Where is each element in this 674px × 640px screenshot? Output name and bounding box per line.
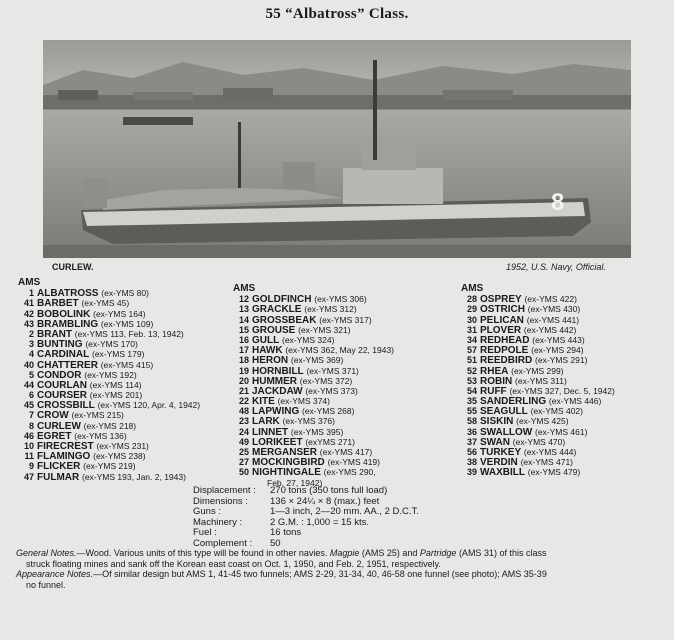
former-designation: (ex-YMS 374) xyxy=(277,396,330,407)
former-designation: (ex-YMS 192) xyxy=(84,369,137,380)
former-designation: (ex-YMS 446) xyxy=(548,396,602,407)
appearance-notes-line2: no funnel. xyxy=(26,579,66,590)
ship-name: LAPWING xyxy=(252,406,300,418)
ship-name: REDPOLE xyxy=(480,345,529,357)
ship-row xyxy=(18,309,200,319)
ship-name: COURLAN xyxy=(37,379,87,391)
ship-name: LARK xyxy=(252,416,280,428)
hull-number: 8 xyxy=(551,189,565,216)
column-header: AMS xyxy=(461,283,484,294)
hull-number: 34 xyxy=(466,334,477,345)
ship-name: FLAMINGO xyxy=(37,451,91,463)
ship-row xyxy=(461,345,615,355)
former-designation: (ex-YMS 373) xyxy=(305,385,358,396)
column-header: AMS xyxy=(233,283,256,294)
ship-row xyxy=(233,467,394,477)
former-designation: (ex-YMS 179) xyxy=(92,349,145,360)
notes xyxy=(16,548,658,590)
ship-row xyxy=(233,396,394,406)
former-designation: (ex-YMS 371) xyxy=(306,365,359,376)
ship-name: LINNET xyxy=(252,426,289,438)
spec-row: Fuel : 16 tons xyxy=(193,527,302,539)
ship-name: SEAGULL xyxy=(480,406,528,418)
hull-number: 54 xyxy=(466,385,477,396)
hull-number: 3 xyxy=(28,339,34,350)
ship-name: ROBIN xyxy=(480,375,513,387)
former-designation: (ex-YMS 109) xyxy=(100,318,154,329)
ship-name: COURSER xyxy=(37,390,88,402)
former-designation: (ex-YMS 369) xyxy=(290,355,344,366)
hull-number: 13 xyxy=(238,304,249,315)
former-designation: (ex-YMS 419) xyxy=(327,457,380,468)
hull-number: 11 xyxy=(24,451,34,462)
ship-row xyxy=(461,467,615,477)
ship-name: EGRET xyxy=(37,430,72,442)
ship-name: PELICAN xyxy=(480,314,524,326)
ship-name: CROSSBILL xyxy=(37,400,95,412)
hull-number: 56 xyxy=(466,447,477,458)
hull-number: 15 xyxy=(238,324,249,335)
ship-name: CONDOR xyxy=(37,369,82,381)
ship-row xyxy=(461,376,615,386)
ship-row xyxy=(18,472,200,482)
hull-number: 4 xyxy=(28,349,34,360)
former-designation: (ex-YMS 299) xyxy=(511,365,564,376)
hull-number: 53 xyxy=(466,375,477,386)
ship-row xyxy=(18,319,200,329)
former-designation: (ex-YMS 470) xyxy=(512,436,566,447)
ship-row xyxy=(461,457,615,467)
former-designation: (ex-YMS 219) xyxy=(83,461,136,472)
former-designation: (ex-YMS 80) xyxy=(101,288,149,299)
hull-number: 22 xyxy=(238,396,249,407)
former-designation: (ex-YMS 312) xyxy=(304,304,357,315)
ship-row xyxy=(461,335,615,345)
hull-number: 37 xyxy=(466,436,477,447)
ship-row xyxy=(18,380,200,390)
ship-name: SWAN xyxy=(480,436,510,448)
hull-number: 44 xyxy=(23,379,34,390)
former-designation: (ex-YMS 471) xyxy=(520,457,574,468)
ship-name: RUFF xyxy=(480,385,507,397)
ship-row xyxy=(461,396,615,406)
hull-number: 12 xyxy=(238,294,249,305)
ship-name: ALBATROSS xyxy=(37,288,99,300)
ship-row xyxy=(18,421,200,431)
ship-name: GOLDFINCH xyxy=(252,294,312,306)
ship-name: BARBET xyxy=(37,298,79,310)
hull-number: 52 xyxy=(466,365,477,376)
ship-row xyxy=(18,390,200,400)
ship-row xyxy=(18,431,200,441)
hull-number: 41 xyxy=(23,298,34,309)
hull-number: 24 xyxy=(238,426,249,437)
general-notes-line2: struck floating mines and sank off the Korean east coast on Oct. 1, 1950, and Feb. 2, 1951, respectively. xyxy=(26,558,441,569)
hull-number: 19 xyxy=(238,365,249,376)
hull-number: 10 xyxy=(23,441,34,452)
ship-row xyxy=(461,355,615,365)
former-designation: (ex-YMS 441) xyxy=(526,314,580,325)
ship-name: GRACKLE xyxy=(252,304,302,316)
hull-number: 6 xyxy=(28,390,34,401)
ship-name: FIRECREST xyxy=(37,441,94,453)
ship-row xyxy=(233,325,394,335)
hull-number: 40 xyxy=(23,359,34,370)
ship-photo xyxy=(43,40,631,258)
ship-name: LORIKEET xyxy=(252,436,303,448)
ship-row xyxy=(461,416,615,426)
spec-row: Displacement : 270 tons (350 tons full load) xyxy=(193,485,388,496)
former-designation: (ex-YMS 170) xyxy=(85,339,138,350)
ship-row xyxy=(461,366,615,376)
hull-number: 43 xyxy=(23,318,34,329)
hull-number: 49 xyxy=(238,436,249,447)
ship-row xyxy=(233,355,394,365)
hull-number: 30 xyxy=(466,314,477,325)
former-designation: (ex-YMS 268) xyxy=(302,406,355,417)
ship-name: FLICKER xyxy=(37,461,81,473)
former-designation: (ex-YMS 113, Feb. 13, 1942) xyxy=(74,328,184,339)
ship-name: HERON xyxy=(252,355,289,367)
ship-row xyxy=(233,416,394,426)
hull-number: 8 xyxy=(28,420,34,431)
ship-row xyxy=(233,304,394,314)
hull-number: 45 xyxy=(23,400,34,411)
former-designation: (ex-YMS 306) xyxy=(314,294,367,305)
former-designation: (ex-YMS 402) xyxy=(530,406,583,417)
former-designation: (ex-YMS 311) xyxy=(515,375,567,386)
ship-name: GROUSE xyxy=(252,324,296,336)
hull-number: 1 xyxy=(28,288,34,299)
former-designation: (ex-YMS 415) xyxy=(100,359,154,370)
ship-row xyxy=(461,386,615,396)
hull-number: 48 xyxy=(238,406,249,417)
ship-row xyxy=(233,315,394,325)
ship-row xyxy=(18,461,200,471)
hull-number: 36 xyxy=(466,426,477,437)
spec-row: Complement : 50 xyxy=(193,537,281,549)
ship-name: GROSSBEAK xyxy=(252,314,317,326)
hull-number: 27 xyxy=(238,457,249,468)
former-designation: (ex-YMS 442) xyxy=(523,324,577,335)
former-designation: (ex-YMS 120, Apr. 4, 1942) xyxy=(97,400,201,411)
former-designation: (ex-YMS 164) xyxy=(93,308,146,319)
ship-row xyxy=(18,288,200,298)
ship-name: BRANT xyxy=(37,328,72,340)
ship-name: HORNBILL xyxy=(252,365,304,377)
ship-name: SISKIN xyxy=(480,416,514,428)
ship-name: KITE xyxy=(252,396,275,408)
ship-row xyxy=(233,457,394,467)
spec-row: Guns : 1—3 inch, 2—20 mm. AA., 2 D.C.T. xyxy=(193,506,419,518)
hull-number: 46 xyxy=(23,430,34,441)
column-header: AMS xyxy=(18,277,41,288)
hull-number: 35 xyxy=(466,396,477,407)
ship-name: VERDIN xyxy=(480,457,518,469)
ship-name: CHATTERER xyxy=(37,359,98,371)
former-designation: (ex-YMS 231) xyxy=(96,441,149,452)
former-designation: (ex-YMS 114) xyxy=(89,379,142,390)
hull-number: 42 xyxy=(23,308,34,319)
hull-number: 57 xyxy=(466,345,477,356)
former-designation: (ex-YMS 430) xyxy=(527,304,581,315)
former-designation: (ex-YMS 290, xyxy=(323,467,376,478)
ship-row xyxy=(461,294,615,304)
hull-number: 29 xyxy=(466,304,477,315)
hull-number: 51 xyxy=(466,355,477,366)
hull-number: 20 xyxy=(238,375,249,386)
ship-row xyxy=(233,335,394,345)
ship-name: FULMAR xyxy=(37,471,80,483)
former-designation: (ex-YMS 461) xyxy=(535,426,588,437)
ship-list-column-3 xyxy=(461,284,615,478)
general-notes: General Notes.—Wood. Various units of this type will be found in other navies. Magpie (AMS 25) and Partridge (AMS 31) of this class xyxy=(16,548,547,558)
hull-number: 9 xyxy=(28,461,34,472)
ship-row xyxy=(18,451,200,461)
hull-number: 39 xyxy=(466,467,477,478)
ship-name: SWALLOW xyxy=(480,426,533,438)
former-designation: (ex-YMS 376) xyxy=(282,416,335,427)
former-designation: (ex-YMS 238) xyxy=(93,451,146,462)
ship-name: NIGHTINGALE xyxy=(252,467,321,479)
former-designation: (ex-YMS 479) xyxy=(527,467,581,478)
hull-number: 5 xyxy=(28,369,34,380)
former-designation: (ex-YMS 291) xyxy=(535,355,588,366)
ship-name: REEDBIRD xyxy=(480,355,533,367)
hull-number: 2 xyxy=(28,328,34,339)
ship-row xyxy=(18,360,200,370)
ship-name: SANDERLING xyxy=(480,396,547,408)
ship-row xyxy=(18,410,200,420)
hull-number: 17 xyxy=(238,345,249,356)
ship-name: CURLEW xyxy=(37,420,81,432)
former-designation: (ex-YMS 321) xyxy=(298,324,351,335)
hull-number: 16 xyxy=(238,334,249,345)
hull-number: 21 xyxy=(238,385,249,396)
ship-row xyxy=(233,366,394,376)
ship-row xyxy=(233,345,394,355)
ship-row xyxy=(233,447,394,457)
hull-number: 14 xyxy=(238,314,249,325)
former-designation: (ex-YMS 422) xyxy=(524,294,577,305)
ship-row xyxy=(18,441,200,451)
former-designation: (ex-YMS 362, May 22, 1943) xyxy=(285,345,395,356)
ship-row xyxy=(461,427,615,437)
spec-row: Machinery : 2 G.M. : 1,000 = 15 kts. xyxy=(193,516,370,528)
hull-number: 47 xyxy=(23,471,34,482)
photo-caption-left: CURLEW. xyxy=(52,262,94,272)
hull-number: 28 xyxy=(466,294,477,305)
ship-name: BRAMBLING xyxy=(37,318,99,330)
ship-name: WAXBILL xyxy=(480,467,525,479)
ship-row xyxy=(18,400,200,410)
former-designation: (ex-YMS 136) xyxy=(74,430,127,441)
ship-row xyxy=(461,325,615,335)
ship-row xyxy=(233,437,394,447)
ship-name: HUMMER xyxy=(252,375,297,387)
ship-name: CARDINAL xyxy=(37,349,90,361)
ship-row xyxy=(461,447,615,457)
ship-list-column-2 xyxy=(233,284,394,488)
ship-row xyxy=(18,298,200,308)
hull-number: 18 xyxy=(238,355,249,366)
former-designation: (ex-YMS 324) xyxy=(282,334,335,345)
former-designation: (ex-YMS 395) xyxy=(290,426,344,437)
ship-row xyxy=(18,370,200,380)
hull-number: 58 xyxy=(466,416,477,427)
ship-name: HAWK xyxy=(252,345,283,357)
former-designation: (ex-YMS 327, Dec. 5, 1942) xyxy=(509,385,615,396)
hull-number: 25 xyxy=(238,447,249,458)
former-designation: (ex-YMS 444) xyxy=(523,447,577,458)
hull-number: 50 xyxy=(238,467,249,478)
former-designation: (ex-YMS 425) xyxy=(516,416,569,427)
ship-name: MOCKINGBIRD xyxy=(252,457,325,469)
ship-row xyxy=(461,304,615,314)
former-designation: (ex-YMS 294) xyxy=(531,345,584,356)
ship-name: BUNTING xyxy=(37,339,83,351)
former-designation: (ex-YMS 201) xyxy=(89,390,143,401)
hull-number: 55 xyxy=(466,406,477,417)
ship-name: RHEA xyxy=(480,365,509,377)
ship-row xyxy=(233,294,394,304)
ship-row xyxy=(233,376,394,386)
ship-name: CROW xyxy=(37,410,69,422)
hull-number: 7 xyxy=(28,410,34,421)
ship-row xyxy=(233,427,394,437)
former-designation: (ex-YMS 417) xyxy=(319,447,373,458)
hull-number: 23 xyxy=(238,416,249,427)
ship-list-column-1 xyxy=(18,278,200,482)
ship-row xyxy=(18,349,200,359)
spec-row: Dimensions : 136 × 24¼ × 8 (max.) feet xyxy=(193,495,380,507)
former-designation: (ex-YMS 218) xyxy=(83,420,137,431)
hull-number: 38 xyxy=(466,457,477,468)
ship-row xyxy=(461,406,615,416)
former-designation: (ex-YMS 215) xyxy=(71,410,124,421)
ship-name: BOBOLINK xyxy=(37,308,91,320)
ship-name: OSTRICH xyxy=(480,304,525,316)
former-designation: (ex-YMS 45) xyxy=(81,298,130,309)
ship-row xyxy=(461,315,615,325)
ship-name: OSPREY xyxy=(480,294,522,306)
ship-row xyxy=(18,329,200,339)
former-designation: (ex-YMS 443) xyxy=(532,334,585,345)
ship-name: TURKEY xyxy=(480,447,522,459)
ship-name: JACKDAW xyxy=(252,385,303,397)
former-designation: (ex-YMS 193, Jan. 2, 1943) xyxy=(82,471,186,482)
ship-name: GULL xyxy=(252,334,280,346)
ship-row xyxy=(233,386,394,396)
ship-name: PLOVER xyxy=(480,324,522,336)
page-title: 55 “Albatross” Class. xyxy=(265,6,409,22)
ship-row xyxy=(18,339,200,349)
photo-caption-right: 1952, U.S. Navy, Official. xyxy=(506,262,606,272)
specifications xyxy=(193,486,419,550)
former-designation: (ex-YMS 372) xyxy=(299,375,353,386)
appearance-notes: Appearance Notes.—Of similar design but AMS 1, 41-45 two funnels; AMS 2-29, 31-34, 40, 46-58 one funnel (see photo); AMS 35-39 xyxy=(16,569,547,579)
former-designation: (ex-YMS 317) xyxy=(319,314,372,325)
ship-row xyxy=(233,406,394,416)
ship-name: REDHEAD xyxy=(480,334,530,346)
hull-number: 31 xyxy=(466,324,477,335)
ship-name: MERGANSER xyxy=(252,447,318,459)
former-designation: (exYMS 271) xyxy=(305,436,355,447)
ship-row xyxy=(461,437,615,447)
former-designation: Feb. 27, 1942) xyxy=(267,477,323,488)
